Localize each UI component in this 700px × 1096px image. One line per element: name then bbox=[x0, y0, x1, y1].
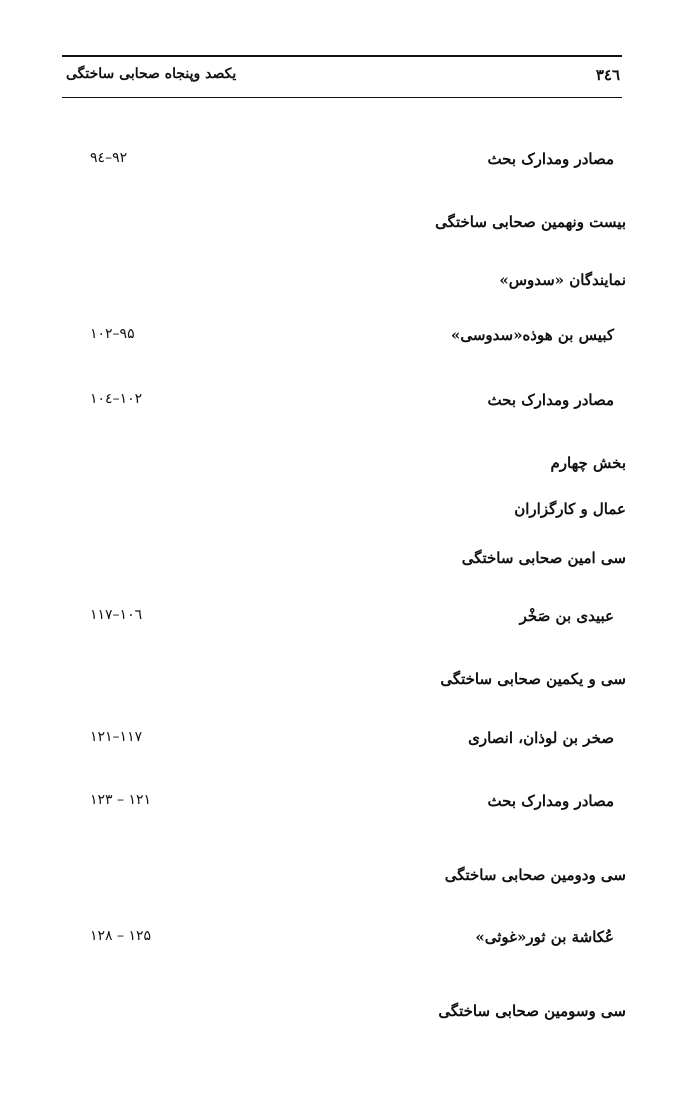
toc-entry-title: عُکاشة بن ثور«غوثی» bbox=[475, 928, 614, 946]
header-bottom-rule bbox=[62, 97, 622, 98]
toc-entry-pages: ۱۱۷–۱۰٦ bbox=[90, 607, 143, 623]
toc-entry-pages: ۱۲۳ – ۱۲۱ bbox=[90, 792, 152, 808]
toc-entry bbox=[0, 549, 700, 577]
header-top-rule bbox=[62, 55, 622, 57]
toc-entry-title: سی و یکمین صحابی ساختگی bbox=[440, 670, 626, 688]
toc-entry-title: بیست ونهمین صحابی ساختگی bbox=[435, 213, 626, 231]
toc-entry bbox=[0, 607, 700, 635]
running-header-title: یکصد وپنجاه صحابی ساختگی bbox=[66, 66, 237, 82]
toc-entry-pages: ۱۲۸ – ۱۲۵ bbox=[90, 928, 152, 944]
toc-entry bbox=[0, 213, 700, 241]
toc-entry bbox=[0, 500, 700, 528]
toc-entry-title: نمایندگان «سدوس» bbox=[499, 271, 626, 289]
toc-entry-title: سی امین صحابی ساختگی bbox=[461, 549, 626, 567]
toc-entry bbox=[0, 792, 700, 820]
toc-entry-title: مصادر ومدارک بحث bbox=[487, 391, 614, 409]
toc-entry bbox=[0, 391, 700, 419]
page-number: ۳٤٦ bbox=[595, 66, 620, 84]
toc-entry bbox=[0, 326, 700, 354]
toc-entry-pages: ۱۰۲–۹۵ bbox=[90, 326, 135, 342]
toc-entry-title: عمال و کارگزاران bbox=[514, 500, 626, 518]
toc-entry-title: سی وسومین صحابی ساختگی bbox=[438, 1002, 626, 1020]
toc-entry-title: مصادر ومدارک بحث bbox=[487, 792, 614, 810]
toc-entry-title: بخش چهارم bbox=[550, 454, 626, 472]
toc-entry-title: عبیدی بن صَخْر bbox=[519, 607, 614, 625]
toc-entry-title: سی ودومین صحابی ساختگی bbox=[444, 866, 626, 884]
toc-entry bbox=[0, 454, 700, 482]
toc-entry-title: صخر بن لوذان، انصاری bbox=[468, 729, 614, 747]
toc-entry bbox=[0, 729, 700, 757]
toc-entry bbox=[0, 866, 700, 894]
toc-entry bbox=[0, 670, 700, 698]
toc-entry bbox=[0, 271, 700, 299]
toc-entry-title: مصادر ومدارک بحث bbox=[487, 150, 614, 168]
toc-entry bbox=[0, 150, 700, 178]
toc-entry bbox=[0, 928, 700, 956]
toc-entry-pages: ۱۲۱–۱۱۷ bbox=[90, 729, 143, 745]
toc-entry-pages: ۹٤–۹۲ bbox=[90, 150, 128, 166]
toc-entry bbox=[0, 1002, 700, 1030]
toc-entry-pages: ۱۰٤–۱۰۲ bbox=[90, 391, 143, 407]
toc-entry-title: کبیس بن هوذه«سدوسی» bbox=[450, 326, 614, 344]
